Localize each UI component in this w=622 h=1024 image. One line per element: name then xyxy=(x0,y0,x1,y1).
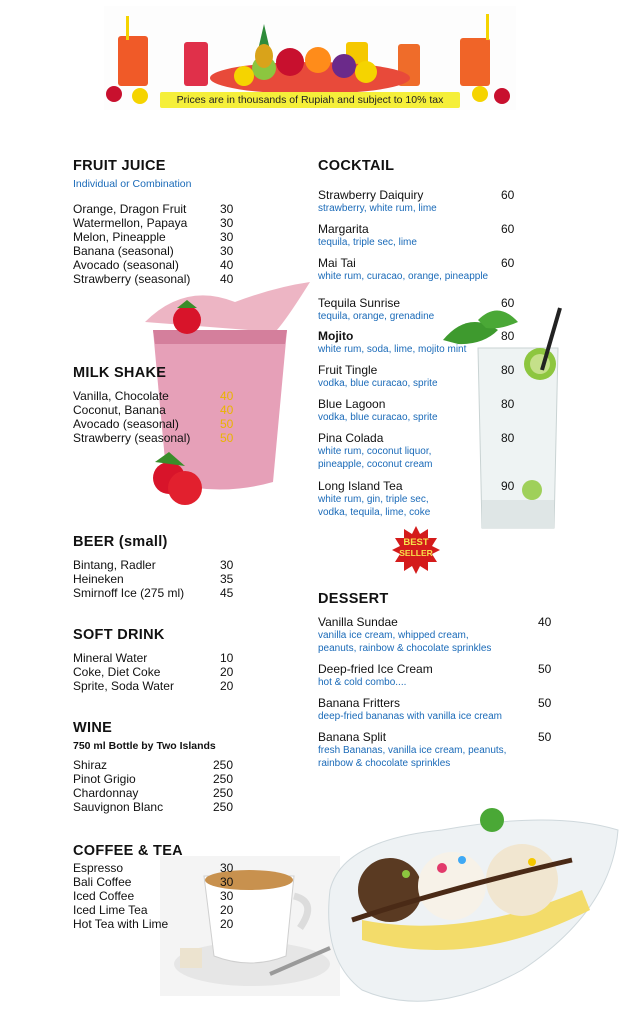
menu-item: Strawberry (seasonal) 50 xyxy=(73,431,234,445)
menu-item: Smirnoff Ice (275 ml) 45 xyxy=(73,586,234,600)
section-coffee-tea xyxy=(73,843,273,931)
section-subtitle: 750 ml Bottle by Two Islands xyxy=(73,740,216,752)
menu-item: Mai Tai white rum, curacao, orange, pineapple 60 xyxy=(318,256,515,282)
menu-item: Mojito white rum, soda, lime, mojito mint 80 xyxy=(318,329,515,355)
menu-item: Bintang, Radler 30 xyxy=(73,558,234,572)
menu-item: Shiraz 250 xyxy=(73,758,234,772)
menu-item: Deep-fried Ice Cream hot & cold combo.... 50 xyxy=(318,662,552,688)
menu-item: Vanilla Sundae vanilla ice cream, whipped cream, peanuts, rainbow & chocolate sprinkles 40 xyxy=(318,615,552,654)
section-title: MILK SHAKE xyxy=(73,365,167,381)
section-fruit-juice xyxy=(73,158,273,286)
best-seller-line2: SELLER xyxy=(399,548,433,558)
section-title: SOFT DRINK xyxy=(73,627,165,643)
menu-item: Strawberry (seasonal) 40 xyxy=(73,272,234,286)
section-subtitle: Individual or Combination xyxy=(73,178,192,190)
section-title: BEER (small) xyxy=(73,534,168,550)
section-title: FRUIT JUICE xyxy=(73,158,166,174)
menu-item: Banana Fritters deep-fried bananas with vanilla ice cream 50 xyxy=(318,696,552,722)
section-beer xyxy=(73,534,273,600)
menu-item: Orange, Dragon Fruit 30 xyxy=(73,202,234,216)
menu-item: Avocado (seasonal) 50 xyxy=(73,417,234,431)
menu-item: Sauvignon Blanc 250 xyxy=(73,800,234,814)
menu-item: Watermellon, Papaya 30 xyxy=(73,216,234,230)
menu-item: Coke, Diet Coke 20 xyxy=(73,665,234,679)
menu-item: Avocado (seasonal) 40 xyxy=(73,258,234,272)
section-title: COCKTAIL xyxy=(318,158,395,174)
menu-item: Vanilla, Chocolate 40 xyxy=(73,389,234,403)
banner-tax-note: Prices are in thousands of Rupiah and subject to 10% tax xyxy=(160,92,460,108)
menu-item: Iced Lime Tea 20 xyxy=(73,903,234,917)
menu-item: Chardonnay 250 xyxy=(73,786,234,800)
section-wine xyxy=(73,720,273,814)
fruit-banner xyxy=(104,6,516,110)
menu-item: Hot Tea with Lime 20 xyxy=(73,917,234,931)
section-dessert xyxy=(318,591,538,607)
menu-item: Blue Lagoon vodka, blue curacao, sprite 80 xyxy=(318,397,515,423)
section-soft-drink xyxy=(73,627,273,693)
banana-split-image xyxy=(322,770,620,1020)
menu-item: Pina Colada white rum, coconut liquor, pineapple, coconut cream 80 xyxy=(318,431,515,470)
dessert-list xyxy=(318,615,558,777)
menu-item: Sprite, Soda Water 20 xyxy=(73,679,234,693)
best-seller-badge xyxy=(392,526,440,574)
section-title: COFFEE & TEA xyxy=(73,843,183,859)
menu-item: Melon, Pineapple 30 xyxy=(73,230,234,244)
menu-item: Mineral Water 10 xyxy=(73,651,234,665)
cocktail-list xyxy=(318,188,523,527)
menu-item: Pinot Grigio 250 xyxy=(73,772,234,786)
section-milk-shake xyxy=(73,365,273,445)
menu-item: Bali Coffee 30 xyxy=(73,875,234,889)
menu-item: Strawberry Daiquiry strawberry, white rum, lime 60 xyxy=(318,188,515,214)
menu-item: Espresso 30 xyxy=(73,861,234,875)
menu-item: Margarita tequila, triple sec, lime 60 xyxy=(318,222,515,248)
section-cocktail xyxy=(318,158,538,174)
best-seller-line1: BEST xyxy=(403,537,429,548)
menu-item: Long Island Tea white rum, gin, triple sec, vodka, tequila, lime, coke 90 xyxy=(318,479,515,518)
menu-item: Banana Split fresh Bananas, vanilla ice cream, peanuts, rainbow & chocolate sprinkles 50 xyxy=(318,730,552,769)
menu-item: Fruit Tingle vodka, blue curacao, sprite 80 xyxy=(318,363,515,389)
menu-item: Banana (seasonal) 30 xyxy=(73,244,234,258)
section-title: DESSERT xyxy=(318,591,389,607)
menu-item: Iced Coffee 30 xyxy=(73,889,234,903)
menu-item: Tequila Sunrise tequila, orange, grenadine 60 xyxy=(318,296,515,322)
menu-item: Heineken 35 xyxy=(73,572,234,586)
section-title: WINE xyxy=(73,720,113,736)
menu-item: Coconut, Banana 40 xyxy=(73,403,234,417)
